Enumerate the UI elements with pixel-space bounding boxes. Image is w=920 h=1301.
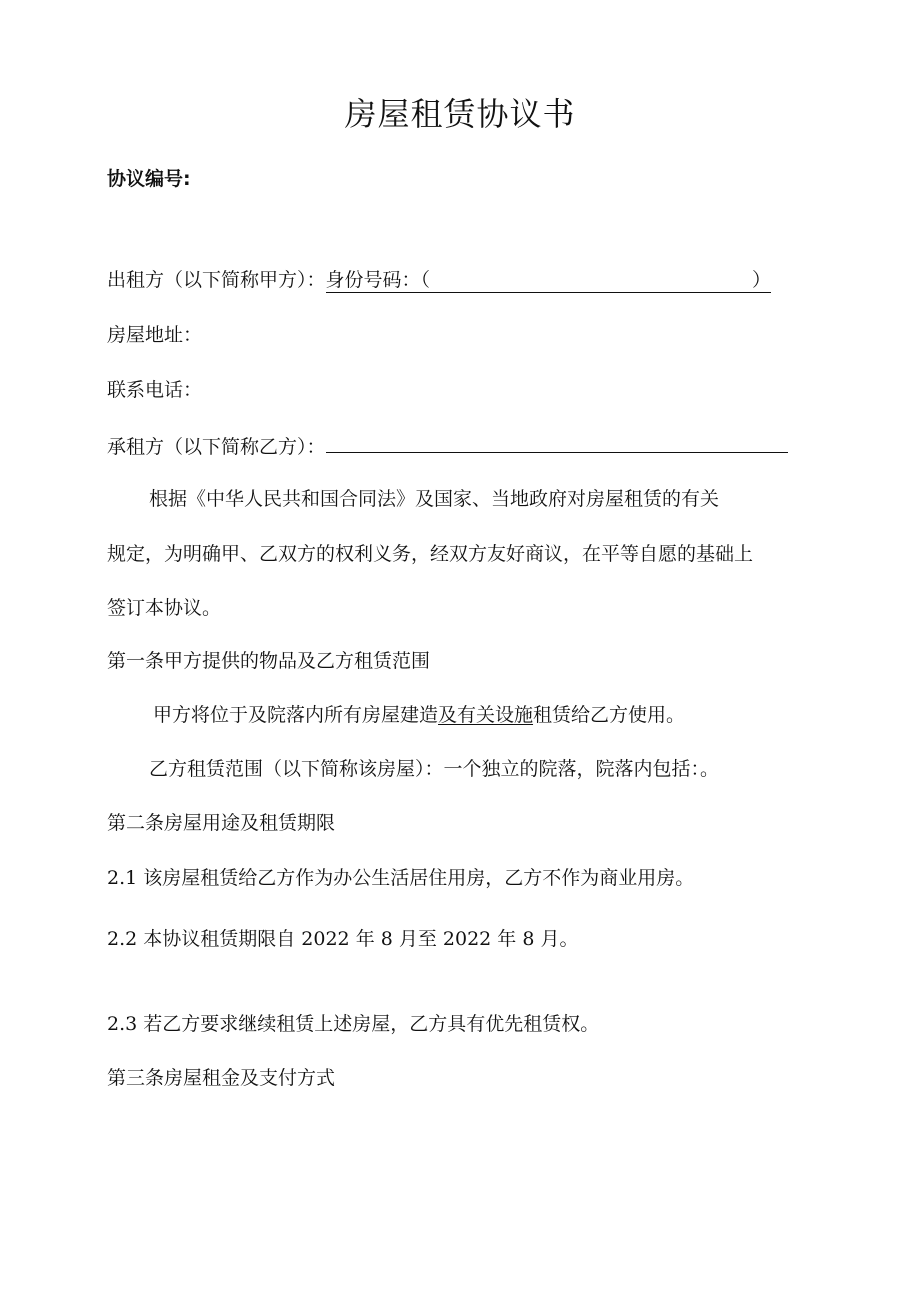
contact-phone-label: 联系电话： xyxy=(107,379,203,401)
article-1-text-c: 租赁给乙方使用。 xyxy=(533,704,686,726)
lessor-label: 出租方（以下简称甲方）： xyxy=(107,269,326,291)
intro-line-2: 规定，为明确甲、乙双方的权利义务，经双方友好商议，在平等自愿的基础上 xyxy=(107,543,754,565)
article-1-text-a: 甲方将位于及院落内所有房屋建造 xyxy=(153,704,439,726)
intro-line-1: 根据《中华人民共和国合同法》及国家、当地政府对房屋租赁的有关 xyxy=(149,488,720,510)
clause-2-3: 2.3 若乙方要求继续租赁上述房屋，乙方具有优先租赁权。 xyxy=(107,1013,600,1035)
intro-line-3: 签订本协议。 xyxy=(107,597,222,619)
clause-2-1: 2.1 该房屋租赁给乙方作为办公生活居住用房，乙方不作为商业用房。 xyxy=(107,867,695,889)
article-3-heading: 第三条房屋租金及支付方式 xyxy=(107,1067,336,1089)
id-number-field xyxy=(326,268,772,293)
lessee-line xyxy=(107,432,788,459)
document-title: 房屋租赁协议书 xyxy=(344,95,576,133)
article-2-heading: 第二条房屋用途及租赁期限 xyxy=(107,812,336,834)
agreement-number-label: 协议编号: xyxy=(107,168,191,190)
id-number-label: 身份号码：（ xyxy=(325,269,431,291)
article-1-paragraph-1 xyxy=(153,703,685,727)
facilities-underlined: 及有关设施 xyxy=(438,704,534,726)
lessor-line xyxy=(107,268,771,293)
id-number-close: ） xyxy=(752,269,772,291)
article-1-heading: 第一条甲方提供的物品及乙方租赁范围 xyxy=(107,650,431,672)
clause-2-2: 2.2 本协议租赁期限自 2022 年 8 月至 2022 年 8 月。 xyxy=(107,928,579,950)
lessee-label: 承租方（以下简称乙方）： xyxy=(107,436,326,458)
lessee-blank xyxy=(326,432,788,453)
house-address-label: 房屋地址： xyxy=(107,324,203,346)
article-1-paragraph-2: 乙方租赁范围（以下简称该房屋）：一个独立的院落，院落内包括：。 xyxy=(149,758,720,780)
